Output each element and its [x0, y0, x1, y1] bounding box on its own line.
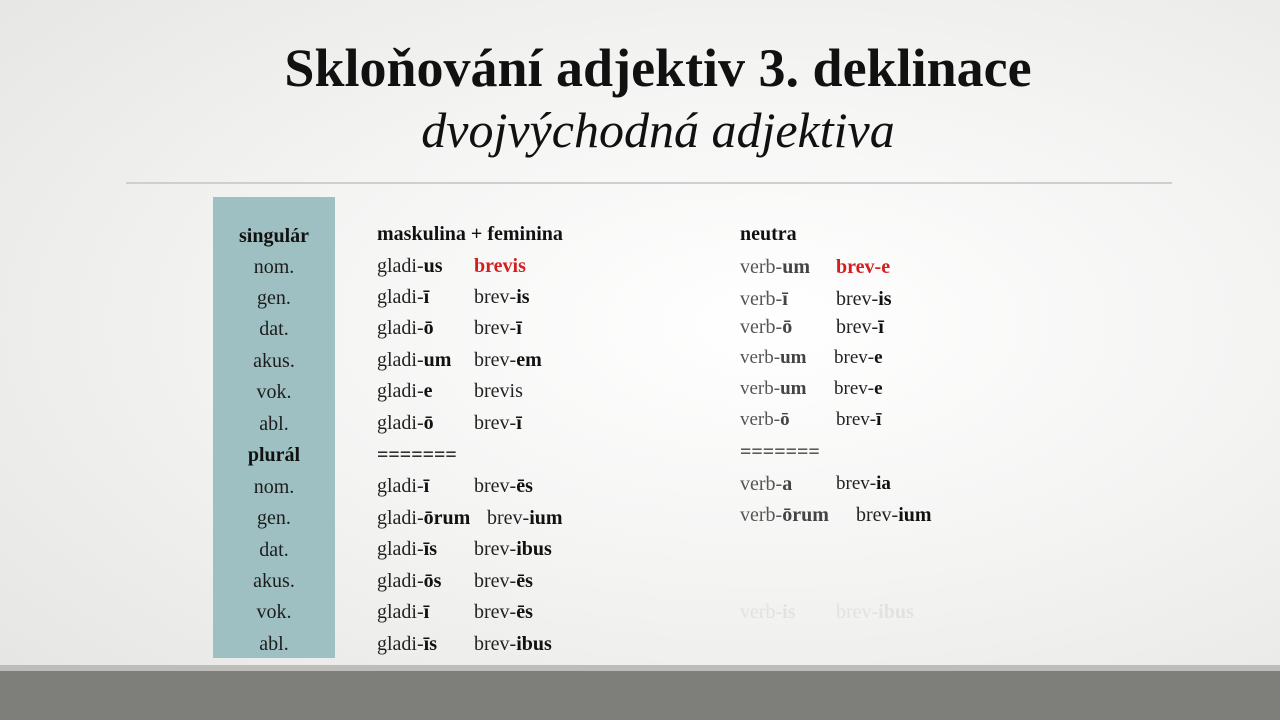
n-sg-vok-noun: verb-um [740, 378, 807, 399]
mf-pl-vok-noun: gladi-ī [377, 601, 430, 623]
n-pl-gen-noun: verb-ōrum [740, 504, 829, 526]
mf-sg-gen-adj: brev-is [474, 286, 530, 308]
n-sg-dat-adj: brev-ī [836, 316, 884, 338]
n-pl-nom-noun: verb-a [740, 473, 793, 495]
neutra-separator: ======= [740, 441, 820, 463]
case-label-sg-dat: dat. [259, 318, 289, 340]
case-label-pl-dat: dat. [259, 539, 289, 561]
case-label-sg-akus: akus. [253, 350, 295, 372]
slide-footer-bar [0, 665, 1280, 720]
n-sg-abl-adj: brev-ī [836, 409, 882, 430]
case-label-pl-vok: vok. [256, 601, 292, 623]
mf-pl-nom-adj: brev-ēs [474, 475, 533, 497]
mf-separator: ======= [377, 444, 457, 466]
mf-pl-gen-noun: gladi-ōrum [377, 507, 471, 529]
title-divider [126, 182, 1172, 184]
n-pl-nom-adj: brev-ia [836, 473, 891, 494]
mf-pl-nom-noun: gladi-ī [377, 475, 430, 497]
mf-sg-vok-noun: gladi-e [377, 380, 433, 402]
mf-sg-nom-noun: gladi-us [377, 255, 443, 277]
mf-pl-dat-noun: gladi-īs [377, 538, 437, 560]
n-sg-dat-noun: verb-ō [740, 316, 793, 338]
mf-sg-gen-noun: gladi-ī [377, 286, 430, 308]
n-sg-gen-adj: brev-is [836, 288, 892, 310]
case-label-sg-nom: nom. [253, 256, 295, 278]
case-label-pl-akus: akus. [253, 570, 295, 592]
n-sg-akus-adj: brev-e [834, 347, 883, 368]
mf-sg-akus-adj: brev-em [474, 349, 542, 371]
mf-pl-abl-noun: gladi-īs [377, 633, 437, 655]
singular-header: singulár [238, 225, 310, 247]
mf-pl-akus-adj: brev-ēs [474, 570, 533, 592]
mf-sg-dat-adj: brev-ī [474, 317, 522, 339]
mf-pl-gen-adj: brev-ium [487, 507, 563, 529]
mf-pl-vok-adj: brev-ēs [474, 601, 533, 623]
case-label-column [213, 197, 335, 658]
case-label-pl-nom: nom. [253, 476, 295, 498]
n-sg-nom-adj: brev-e [836, 256, 891, 278]
mf-sg-nom-adj: brevis [474, 255, 526, 277]
neutra-header: neutra [740, 223, 797, 245]
mf-sg-vok-adj: brevis [474, 380, 523, 402]
mf-sg-dat-noun: gladi-ō [377, 317, 434, 339]
case-label-sg-abl: abl. [259, 413, 289, 435]
n-sg-gen-noun: verb-ī [740, 288, 788, 310]
mf-sg-akus-noun: gladi-um [377, 349, 452, 371]
mf-pl-akus-noun: gladi-ōs [377, 570, 442, 592]
case-label-sg-vok: vok. [256, 381, 292, 403]
mf-sg-abl-noun: gladi-ō [377, 412, 434, 434]
n-ghost-noun: verb-is [740, 601, 796, 623]
case-label-sg-gen: gen. [257, 287, 291, 309]
masc-fem-header: maskulina + feminina [377, 223, 563, 245]
n-pl-gen-adj: brev-ium [856, 504, 932, 526]
n-sg-abl-noun: verb-ō [740, 409, 790, 430]
mf-sg-abl-adj: brev-ī [474, 412, 522, 434]
n-sg-nom-noun: verb-um [740, 256, 810, 278]
n-sg-akus-noun: verb-um [740, 347, 807, 368]
slide-title: Skloňování adjektiv 3. deklinace [284, 38, 1032, 98]
mf-pl-abl-adj: brev-ibus [474, 633, 552, 655]
n-ghost-adj: brev-ibus [836, 601, 914, 623]
case-label-pl-gen: gen. [257, 507, 291, 529]
plural-header: plurál [247, 444, 301, 466]
mf-pl-dat-adj: brev-ibus [474, 538, 552, 560]
case-label-pl-abl: abl. [259, 633, 289, 655]
slide-subtitle: dvojvýchodná adjektiva [421, 102, 895, 158]
n-sg-vok-adj: brev-e [834, 378, 883, 399]
